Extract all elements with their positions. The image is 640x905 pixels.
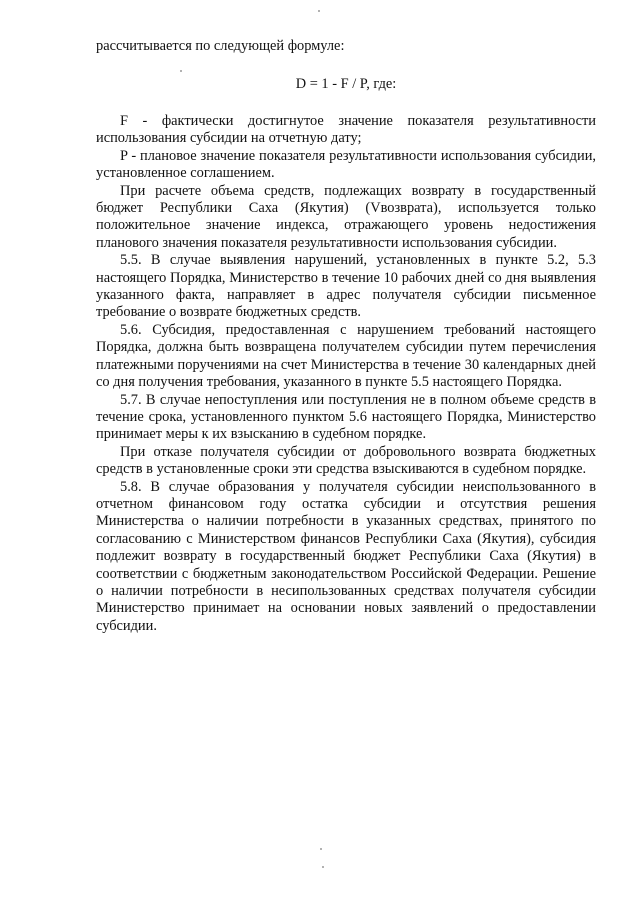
paragraph-5-6: 5.6. Субсидия, предоставленная с нарушением требований настоящего Порядка, должна быть возвращена получателем субсидии путем перечисления платежными поручениями на счет Министерства в течение 30 календарных дней со дня получения требования, указанного в пункте 5.5 настоящего Порядка. <box>96 321 596 391</box>
body-text <box>96 113 596 635</box>
paragraph-5-7: 5.7. В случае непоступления или поступления не в полном объеме средств в течение срока, установленного пунктом 5.6 настоящего Порядка, Министерство принимает меры к их взысканию в судебном порядке. <box>96 391 596 443</box>
intro-text <box>96 38 596 55</box>
paragraph-p-definition: P - плановое значение показателя результативности использования субсидии, установленное соглашением. <box>96 147 596 182</box>
scan-speck <box>322 866 324 868</box>
formula: D = 1 - F / P, где: <box>295 76 397 92</box>
paragraph-refusal: При отказе получателя субсидии от добровольного возврата бюджетных средств в установленные сроки эти средства взыскиваются в судебном порядке. <box>96 443 596 478</box>
paragraph-f-definition: F - фактически достигнутое значение показателя результативности использования субсидии на отчетную дату; <box>96 113 596 147</box>
intro-line: рассчитывается по следующей формуле: <box>96 38 345 54</box>
paragraph-index-calculation: При расчете объема средств, подлежащих возврату в государственный бюджет Республики Саха (Якутия) (Vвозврата), используется только положительное значение индекса, отражающего уровень недостижения планового значения показателя результативности использования субсидии. <box>96 182 596 251</box>
scan-speck <box>180 70 182 72</box>
scan-speck <box>320 848 322 850</box>
paragraph-5-8: 5.8. В случае образования у получателя субсидии неиспользованного в отчетном финансовом году остатка субсидии и отсутствия решения Министерства о наличии потребности в указанных средствах, принятого по согласованию с Министерством финансов Республики Саха (Якутия), субсидия подлежит возврату в государственный бюджет Республики Саха (Якутия) в соответствии с бюджетным законодательством Российской Федерации. Решение о наличии потребности в несипользованных средствах получателя субсидии Министерство принимает на основании новых заявлений о предоставлении субсидии. <box>96 478 596 634</box>
paragraph-5-5: 5.5. В случае выявления нарушений, установленных в пункте 5.2, 5.3 настоящего Порядка, Министерство в течение 10 рабочих дней со дня выявления указанного факта, направляет в адрес получателя субсидии письменное требование о возврате бюджетных средств. <box>96 252 596 321</box>
scan-speck <box>318 10 320 12</box>
